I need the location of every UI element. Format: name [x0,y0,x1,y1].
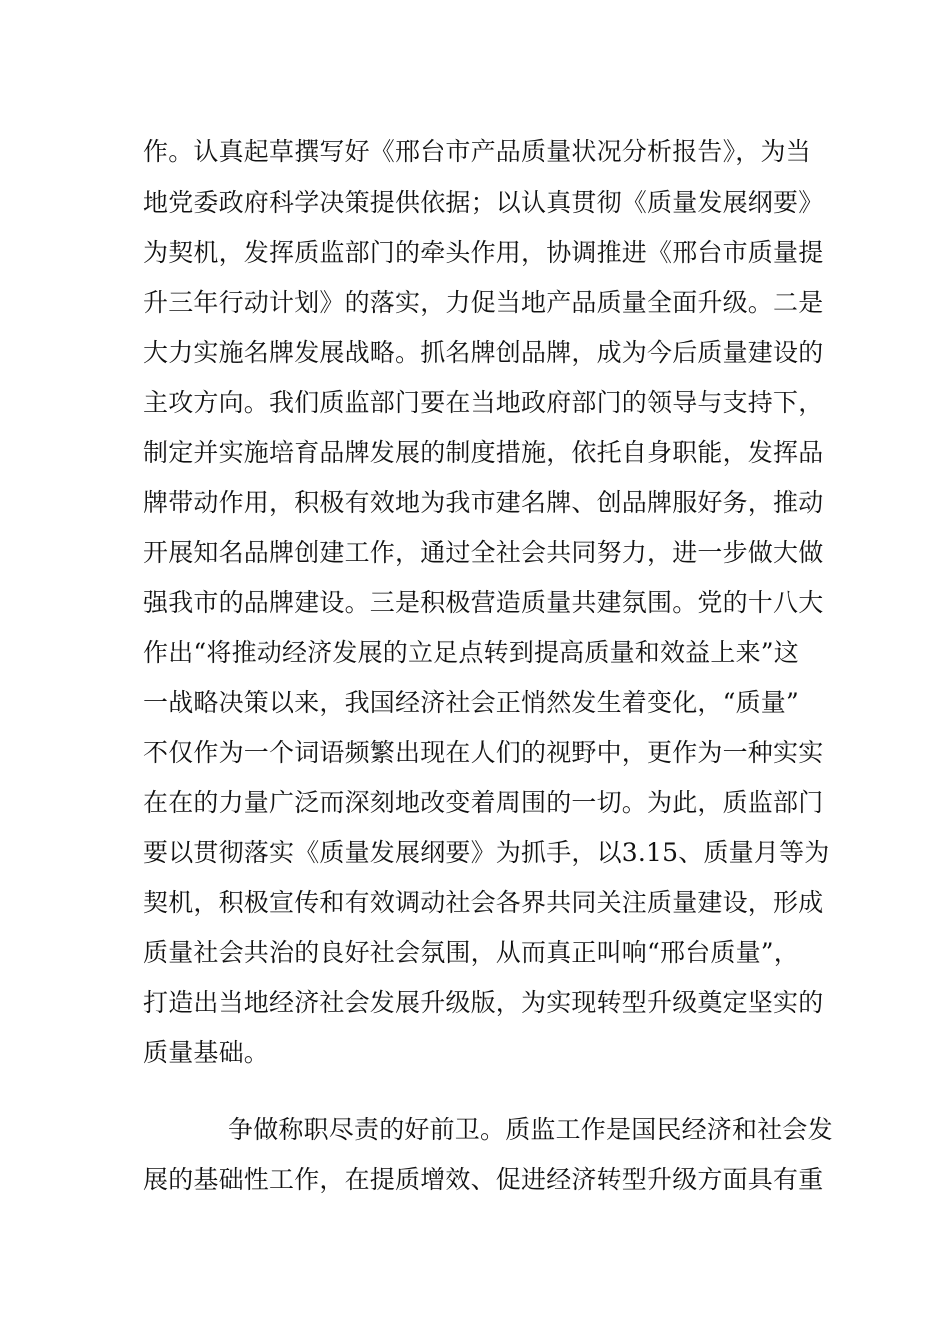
paragraph-2-line-1: 争做称职尽责的好前卫。质监工作是国民经济和社会发 [228,1115,833,1144]
paragraph-1-line-12: 一战略决策以来，我国经济社会正悄然发生着变化，“质量” [143,688,799,717]
paragraph-1-line-15: 要以贯彻落实《质量发展纲要》为抓手，以3.15、质量月等为 [143,838,830,867]
paragraph-1-line-19: 质量基础。 [143,1038,270,1067]
paragraph-1-line-3: 为契机，发挥质监部门的牵头作用，协调推进《邢台市质量提 [143,238,824,267]
paragraph-1-line-2: 地党委政府科学决策提供依据；以认真贯彻《质量发展纲要》 [143,188,824,217]
paragraph-1-line-13: 不仅作为一个词语频繁出现在人们的视野中，更作为一种实实 [143,738,824,767]
paragraph-1-line-17: 质量社会共治的良好社会氛围，从而真正叫响“邢台质量”， [143,938,799,967]
paragraph-1-line-8: 牌带动作用，积极有效地为我市建名牌、创品牌服好务，推动 [143,488,824,517]
paragraph-1-line-10: 强我市的品牌建设。三是积极营造质量共建氛围。党的十八大 [143,588,824,617]
paragraph-1-line-14: 在在的力量广泛而深刻地改变着周围的一切。为此，质监部门 [143,788,824,817]
paragraph-1-line-6: 主攻方向。我们质监部门要在当地政府部门的领导与支持下， [143,388,824,417]
paragraph-1-line-11: 作出“将推动经济发展的立足点转到提高质量和效益上来”这 [143,638,799,667]
paragraph-1-line-7: 制定并实施培育品牌发展的制度措施，依托自身职能，发挥品 [143,438,824,467]
paragraph-2-line-2: 展的基础性工作，在提质增效、促进经济转型升级方面具有重 [143,1165,824,1194]
paragraph-1-line-18: 打造出当地经济社会发展升级版，为实现转型升级奠定坚实的 [143,988,824,1017]
paragraph-1-line-9: 开展知名品牌创建工作，通过全社会共同努力，进一步做大做 [143,538,824,567]
paragraph-1-line-16: 契机，积极宣传和有效调动社会各界共同关注质量建设，形成 [143,888,824,917]
paragraph-1-line-5: 大力实施名牌发展战略。抓名牌创品牌，成为今后质量建设的 [143,338,824,367]
paragraph-1-line-4: 升三年行动计划》的落实，力促当地产品质量全面升级。二是 [143,288,824,317]
paragraph-1-line-1: 作。认真起草撰写好《邢台市产品质量状况分析报告》，为当 [143,137,811,166]
